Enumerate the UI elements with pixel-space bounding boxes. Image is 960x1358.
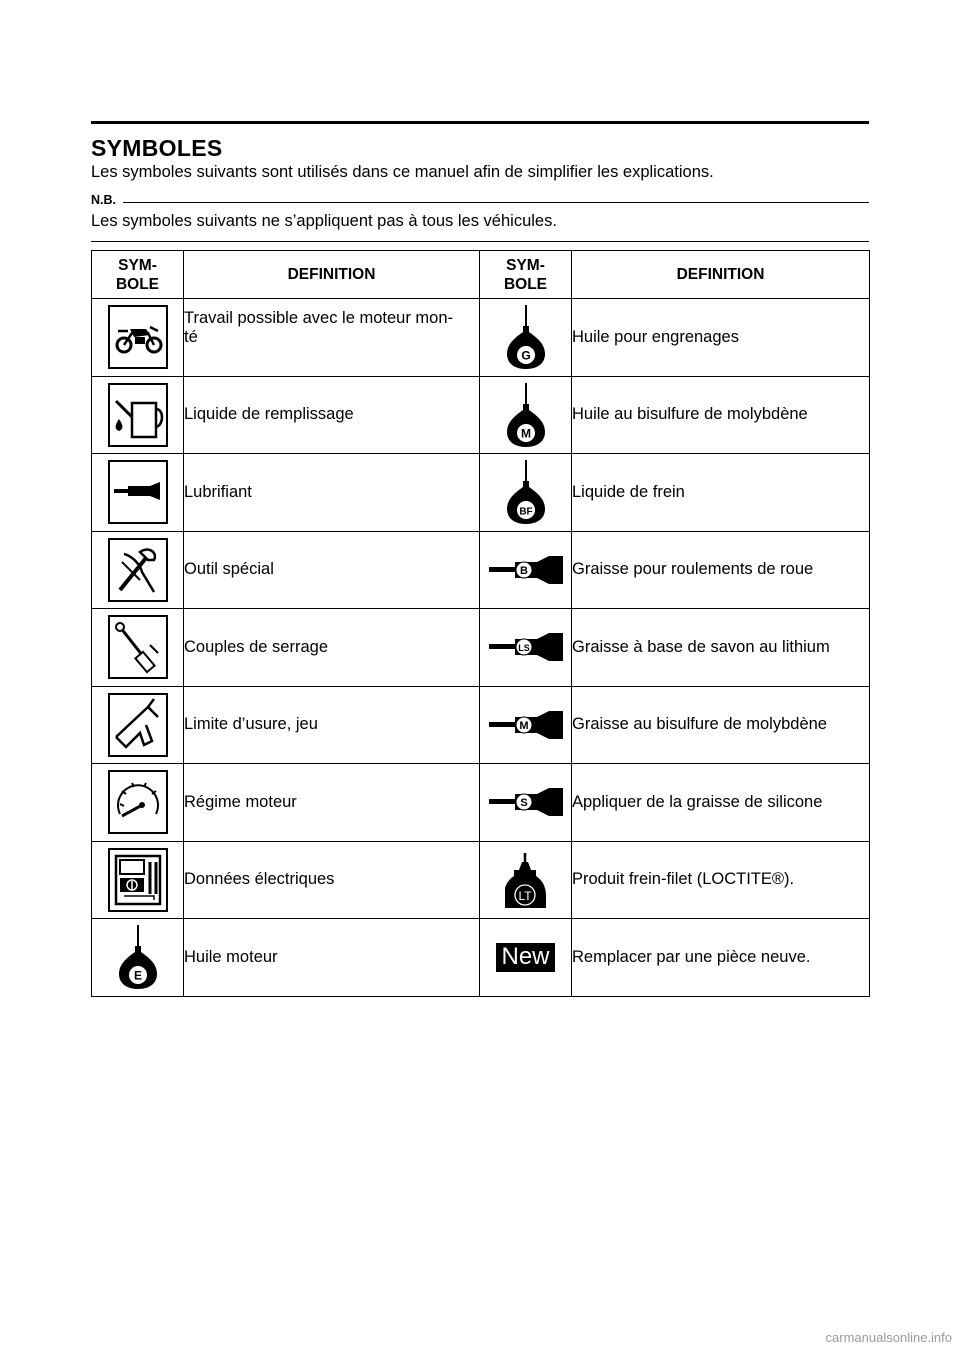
oil-dropper-icon bbox=[506, 302, 546, 372]
table-row bbox=[92, 919, 870, 997]
multimeter-icon bbox=[108, 848, 168, 912]
table-row bbox=[92, 376, 870, 454]
svg-text:B: B bbox=[519, 564, 528, 577]
footer-watermark: carmanualsonline.info bbox=[825, 1330, 952, 1345]
symbol-cell bbox=[92, 454, 184, 532]
table-row bbox=[92, 686, 870, 764]
definition-cell bbox=[184, 686, 480, 764]
symbol-cell bbox=[92, 841, 184, 919]
definition-cell bbox=[572, 376, 870, 454]
definition-text: Graisse au bisulfure de molybdène bbox=[572, 715, 827, 734]
definition-text: Couples de serrage bbox=[184, 637, 329, 656]
svg-text:M: M bbox=[518, 719, 529, 732]
locking-agent-bottle-icon bbox=[505, 850, 547, 910]
symbol-cell bbox=[92, 531, 184, 609]
definition-cell bbox=[572, 454, 870, 532]
header-symbol-right-text: SYM- BOLE bbox=[503, 256, 548, 293]
header-symbol-left-text: SYM- BOLE bbox=[115, 256, 160, 293]
definition-cell bbox=[184, 531, 480, 609]
table-header-row bbox=[92, 251, 870, 299]
definition-text: Lubrifiant bbox=[184, 482, 252, 501]
nb-bottom-rule bbox=[91, 241, 869, 242]
grease-tube-icon bbox=[487, 631, 565, 663]
svg-text:G: G bbox=[520, 348, 531, 363]
motorcycle-icon bbox=[108, 305, 168, 369]
table-row bbox=[92, 531, 870, 609]
symbol-cell bbox=[92, 764, 184, 842]
definition-cell bbox=[184, 919, 480, 997]
definition-cell bbox=[572, 764, 870, 842]
top-rule bbox=[91, 121, 869, 124]
symbol-cell bbox=[92, 299, 184, 377]
symbol-cell bbox=[480, 686, 572, 764]
symbol-cell bbox=[480, 919, 572, 997]
definition-text: Graisse à base de savon au lithium bbox=[572, 637, 830, 656]
nb-header bbox=[91, 193, 869, 213]
caliper-icon bbox=[108, 693, 168, 757]
grease-tube-icon bbox=[487, 786, 565, 818]
header-definition-left: DEFINITION bbox=[184, 251, 480, 299]
grease-tube-icon bbox=[487, 554, 565, 586]
symbol-cell bbox=[480, 376, 572, 454]
symbol-cell bbox=[92, 609, 184, 687]
oil-dropper-icon bbox=[506, 457, 546, 527]
intro-text: Les symboles suivants sont utilisés dans ce manuel afin de simplifier les explications. bbox=[91, 163, 714, 181]
svg-text:LT: LT bbox=[517, 888, 532, 903]
header-symbol-right bbox=[480, 251, 572, 299]
symbol-cell bbox=[480, 299, 572, 377]
svg-text:E: E bbox=[133, 968, 142, 983]
definition-cell bbox=[572, 609, 870, 687]
tachometer-icon bbox=[108, 770, 168, 834]
table-row bbox=[92, 299, 870, 377]
definition-text: Huile au bisulfure de molybdène bbox=[572, 405, 808, 424]
definition-cell bbox=[184, 376, 480, 454]
definition-text: Huile pour engrenages bbox=[572, 327, 739, 346]
special-tool-icon bbox=[108, 538, 168, 602]
definition-text: Limite d’usure, jeu bbox=[184, 715, 318, 734]
definition-text: Régime moteur bbox=[184, 792, 297, 811]
definition-cell bbox=[572, 919, 870, 997]
oil-dropper-icon bbox=[118, 922, 158, 992]
svg-text:S: S bbox=[519, 797, 528, 810]
table-row bbox=[92, 454, 870, 532]
table-row bbox=[92, 841, 870, 919]
definition-cell bbox=[184, 299, 480, 377]
nb-label: N.B. bbox=[91, 193, 116, 207]
svg-text:M: M bbox=[520, 426, 531, 441]
watering-can-icon bbox=[108, 383, 168, 447]
definition-text: Remplacer par une pièce neuve. bbox=[572, 947, 811, 966]
svg-text:BF: BF bbox=[518, 506, 533, 518]
definition-cell bbox=[184, 764, 480, 842]
symbol-cell bbox=[480, 764, 572, 842]
symbols-table bbox=[91, 250, 870, 997]
definition-cell bbox=[184, 841, 480, 919]
oil-dropper-icon bbox=[506, 380, 546, 450]
new-badge-icon: New bbox=[496, 943, 554, 972]
definition-text: Appliquer de la graisse de silicone bbox=[572, 792, 823, 811]
definition-text: Produit frein-filet (LOCTITE®). bbox=[572, 870, 795, 889]
header-symbol-left bbox=[92, 251, 184, 299]
definition-cell bbox=[572, 686, 870, 764]
grease-gun-icon bbox=[108, 460, 168, 524]
definition-cell bbox=[572, 531, 870, 609]
definition-cell bbox=[184, 454, 480, 532]
definition-text: Données électriques bbox=[184, 870, 335, 889]
definition-text: Travail possible avec le moteur mon- té bbox=[184, 309, 453, 347]
definition-cell bbox=[572, 299, 870, 377]
symbol-cell bbox=[92, 919, 184, 997]
symbol-cell bbox=[480, 454, 572, 532]
definition-text: Graisse pour roulements de roue bbox=[572, 560, 814, 579]
definition-text: Liquide de frein bbox=[572, 482, 685, 501]
grease-tube-icon bbox=[487, 709, 565, 741]
table-row bbox=[92, 764, 870, 842]
definition-cell bbox=[184, 609, 480, 687]
symbol-cell bbox=[480, 841, 572, 919]
nb-rule bbox=[123, 202, 869, 203]
symbol-cell bbox=[92, 686, 184, 764]
nb-text: Les symboles suivants ne s’appliquent pas à tous les véhicules. bbox=[91, 212, 557, 230]
header-definition-right: DEFINITION bbox=[572, 251, 870, 299]
definition-text: Huile moteur bbox=[184, 947, 278, 966]
page-title: SYMBOLES bbox=[91, 135, 223, 161]
symbol-cell bbox=[480, 609, 572, 687]
svg-text:LS: LS bbox=[517, 643, 530, 654]
symbol-cell bbox=[480, 531, 572, 609]
definition-text: Outil spécial bbox=[184, 560, 274, 579]
definition-text: Liquide de remplissage bbox=[184, 405, 354, 424]
table-row bbox=[92, 609, 870, 687]
torque-wrench-icon bbox=[108, 615, 168, 679]
symbol-cell bbox=[92, 376, 184, 454]
definition-cell bbox=[572, 841, 870, 919]
